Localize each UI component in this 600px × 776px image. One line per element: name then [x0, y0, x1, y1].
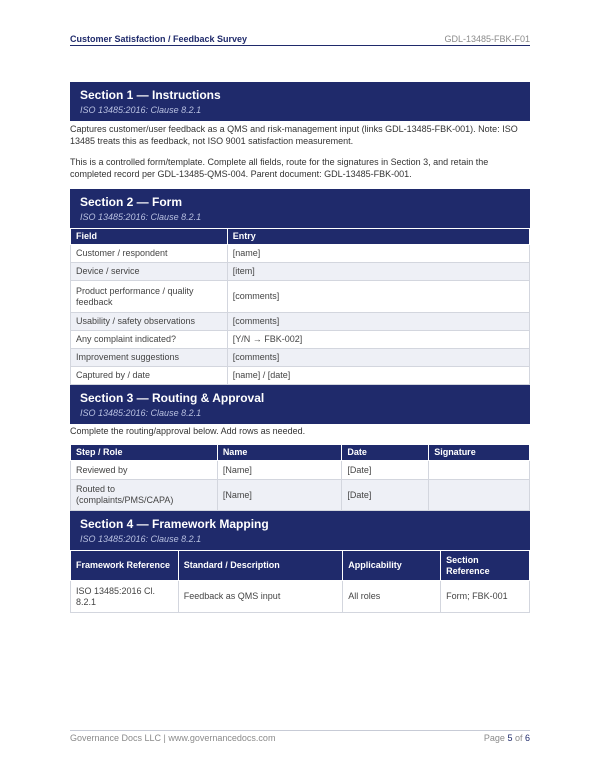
column-header-applicability: Applicability — [343, 551, 441, 581]
section-1-subtitle: ISO 13485:2016: Clause 8.2.1 — [80, 105, 202, 115]
routing-intro-text: Complete the routing/approval below. Add rows as needed. — [70, 426, 306, 436]
column-header-standard-description: Standard / Description — [178, 551, 343, 581]
column-header-date: Date — [342, 445, 429, 461]
framework-reference-cell: ISO 13485:2016 Cl. 8.2.1 — [71, 581, 179, 613]
document-body — [70, 82, 530, 613]
field-label: Improvement suggestions — [71, 349, 228, 367]
name-field[interactable]: [Name] — [217, 461, 342, 480]
applicability-cell: All roles — [343, 581, 441, 613]
field-label: Product performance / quality feedback — [71, 281, 228, 313]
standard-description-cell: Feedback as QMS input — [178, 581, 343, 613]
column-header-step-role: Step / Role — [71, 445, 218, 461]
page-footer — [70, 730, 530, 743]
date-field[interactable]: [Date] — [342, 480, 429, 511]
name-field[interactable]: [Name] — [217, 480, 342, 511]
document-id: GDL-13485-FBK-F01 — [444, 34, 530, 44]
footer-company: Governance Docs LLC | www.governancedocs.com — [70, 733, 276, 743]
page-current: 5 — [507, 733, 513, 743]
instructions-paragraph-1: Captures customer/user feedback as a QMS and risk-management input (links GDL-13485-FBK-001). Note: ISO 13485 treats this as feedback, not ISO 9001 satisfaction measurement. — [70, 124, 518, 146]
section-3-banner — [70, 385, 530, 424]
document-title: Customer Satisfaction / Feedback Survey — [70, 34, 248, 44]
section-reference-cell: Form; FBK-001 — [441, 581, 530, 613]
date-field[interactable]: [Date] — [342, 461, 429, 480]
section-3-title: Section 3 — Routing & Approval — [80, 391, 265, 405]
section-2-subtitle: ISO 13485:2016: Clause 8.2.1 — [80, 212, 202, 222]
column-header-entry: Entry — [227, 229, 529, 245]
routing-approval-table — [70, 444, 530, 511]
step-role-cell: Reviewed by — [71, 461, 218, 480]
signature-field[interactable] — [429, 461, 530, 480]
section-4-subtitle: ISO 13485:2016: Clause 8.2.1 — [80, 534, 202, 544]
section-2-title: Section 2 — Form — [80, 195, 183, 209]
entry-field[interactable]: [comments] — [227, 281, 529, 313]
entry-field[interactable]: [name] / [date] — [227, 367, 529, 385]
page-prefix: Page — [483, 733, 508, 743]
field-label: Captured by / date — [71, 367, 228, 385]
section-4-title: Section 4 — Framework Mapping — [80, 517, 269, 531]
field-label: Customer / respondent — [71, 245, 228, 263]
field-label: Any complaint indicated? — [71, 331, 228, 349]
feedback-form-table — [70, 228, 530, 385]
entry-field[interactable]: [name] — [227, 245, 529, 263]
page-total: 6 — [524, 733, 530, 743]
section-1-banner — [70, 82, 530, 121]
field-label: Device / service — [71, 263, 228, 281]
framework-mapping-table — [70, 550, 530, 613]
signature-field[interactable] — [429, 480, 530, 511]
field-label: Usability / safety observations — [71, 313, 228, 331]
entry-field[interactable]: [comments] — [227, 349, 529, 367]
entry-field[interactable]: [Y/N → FBK-002] — [227, 331, 529, 349]
page-header — [70, 34, 530, 46]
step-role-cell: Routed to (complaints/PMS/CAPA) — [71, 480, 218, 511]
page-number — [484, 733, 530, 743]
column-header-framework-reference: Framework Reference — [71, 551, 179, 581]
section-3-subtitle: ISO 13485:2016: Clause 8.2.1 — [80, 408, 202, 418]
column-header-field: Field — [71, 229, 228, 245]
column-header-signature: Signature — [429, 445, 530, 461]
instructions-paragraph-2: This is a controlled form/template. Complete all fields, route for the signatures in Section 3, and retain the completed record per GDL-13485-QMS-004. Parent document: GDL-13485-FBK-001. — [70, 157, 489, 179]
column-header-name: Name — [217, 445, 342, 461]
entry-field[interactable]: [item] — [227, 263, 529, 281]
entry-field[interactable]: [comments] — [227, 313, 529, 331]
section-1-title: Section 1 — Instructions — [80, 88, 221, 102]
section-4-banner — [70, 511, 530, 550]
page-of: of — [512, 733, 525, 743]
section-2-banner — [70, 189, 530, 228]
column-header-section-reference: Section Reference — [441, 551, 530, 581]
